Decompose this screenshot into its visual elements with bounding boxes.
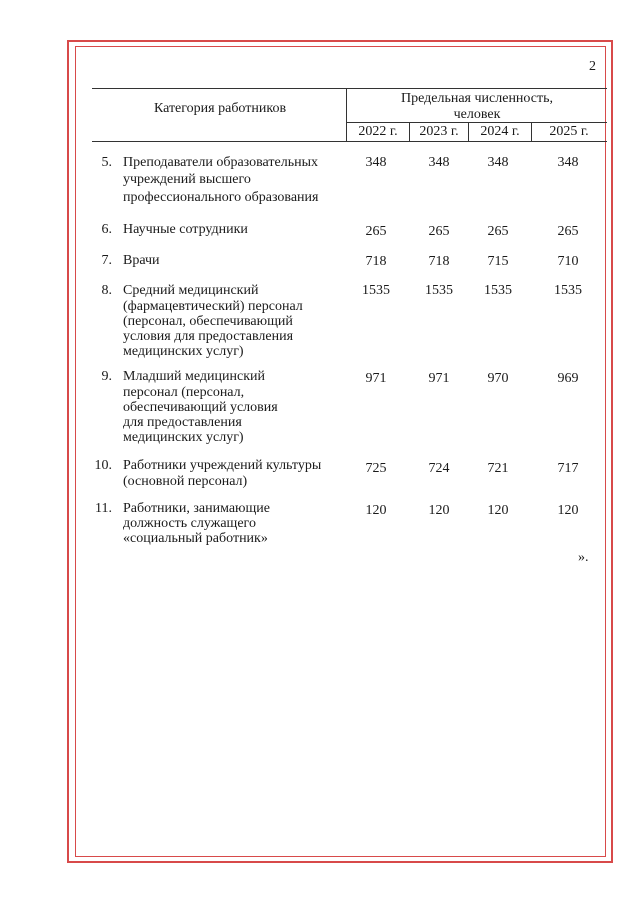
- row-value-2023: 120: [428, 503, 450, 518]
- row-category-line: Работники учреждений культуры: [123, 458, 322, 473]
- row-value-2025: 710: [557, 254, 579, 269]
- row-value-2025: 1535: [554, 283, 582, 298]
- row-value-2022: 718: [365, 254, 387, 269]
- row-category-line: Младший медицинский: [123, 369, 266, 384]
- row-value-2025: 265: [557, 224, 579, 239]
- row-value-2025: 120: [557, 503, 579, 518]
- row-value-2024: 721: [487, 461, 509, 476]
- row-category-line: медицинских услуг): [123, 430, 244, 445]
- row-value-2022: 348: [365, 155, 387, 170]
- row-category-line: Врачи: [123, 253, 160, 268]
- row-number: 8.: [101, 283, 112, 298]
- header-bottom-rule: [92, 141, 607, 142]
- header-top-rule: [92, 88, 607, 89]
- row-category-line: (персонал, обеспечивающий: [123, 314, 293, 329]
- row-value-2023: 718: [428, 254, 450, 269]
- row-number: 10.: [94, 458, 112, 473]
- row-category-line: (фармацевтический) персонал: [123, 299, 303, 314]
- row-value-2025: 348: [557, 155, 579, 170]
- row-value-2022: 725: [365, 461, 387, 476]
- row-value-2023: 265: [428, 224, 450, 239]
- header-year-2025: 2025 г.: [549, 124, 589, 139]
- page-number: 2: [589, 59, 596, 74]
- row-value-2024: 265: [487, 224, 509, 239]
- header-group-line2: человек: [453, 107, 501, 122]
- row-value-2023: 348: [428, 155, 450, 170]
- row-category-line: Работники, занимающие: [123, 501, 270, 516]
- row-category-line: Преподаватели образовательных: [123, 155, 319, 170]
- row-value-2022: 265: [365, 224, 387, 239]
- header-year-2024: 2024 г.: [480, 124, 520, 139]
- row-category-line: (основной персонал): [123, 474, 248, 489]
- row-category-line: условия для предоставления: [123, 329, 294, 344]
- row-value-2023: 971: [428, 371, 450, 386]
- row-value-2022: 120: [365, 503, 387, 518]
- row-value-2024: 1535: [484, 283, 512, 298]
- row-category-line: персонал (персонал,: [123, 385, 245, 400]
- header-divider-category: [346, 88, 347, 141]
- row-value-2023: 1535: [425, 283, 453, 298]
- row-number: 7.: [101, 253, 112, 268]
- row-category-line: для предоставления: [123, 415, 242, 430]
- row-category-line: учреждений высшего: [123, 172, 251, 187]
- header-group-line1: Предельная численность,: [401, 91, 553, 106]
- row-category-line: «социальный работник»: [123, 531, 268, 546]
- row-category-line: обеспечивающий условия: [123, 400, 278, 415]
- closing-quote-mark: ».: [578, 550, 589, 565]
- row-category-line: Средний медицинский: [123, 283, 259, 298]
- row-value-2025: 969: [557, 371, 579, 386]
- row-category-line: Научные сотрудники: [123, 222, 248, 237]
- row-value-2024: 715: [487, 254, 509, 269]
- header-year-2023: 2023 г.: [419, 124, 459, 139]
- header-category: Категория работников: [153, 101, 287, 116]
- row-category-line: медицинских услуг): [123, 344, 244, 359]
- row-number: 5.: [101, 155, 112, 170]
- row-value-2024: 348: [487, 155, 509, 170]
- row-value-2023: 724: [428, 461, 450, 476]
- row-number: 11.: [95, 501, 112, 516]
- row-value-2024: 970: [487, 371, 509, 386]
- header-year-2022: 2022 г.: [358, 124, 398, 139]
- row-value-2024: 120: [487, 503, 509, 518]
- row-number: 9.: [101, 369, 112, 384]
- row-value-2025: 717: [557, 461, 579, 476]
- row-category-line: профессионального образования: [123, 190, 319, 205]
- row-number: 6.: [101, 222, 112, 237]
- row-value-2022: 1535: [362, 283, 390, 298]
- row-category-line: должность служащего: [123, 516, 256, 531]
- row-value-2022: 971: [365, 371, 387, 386]
